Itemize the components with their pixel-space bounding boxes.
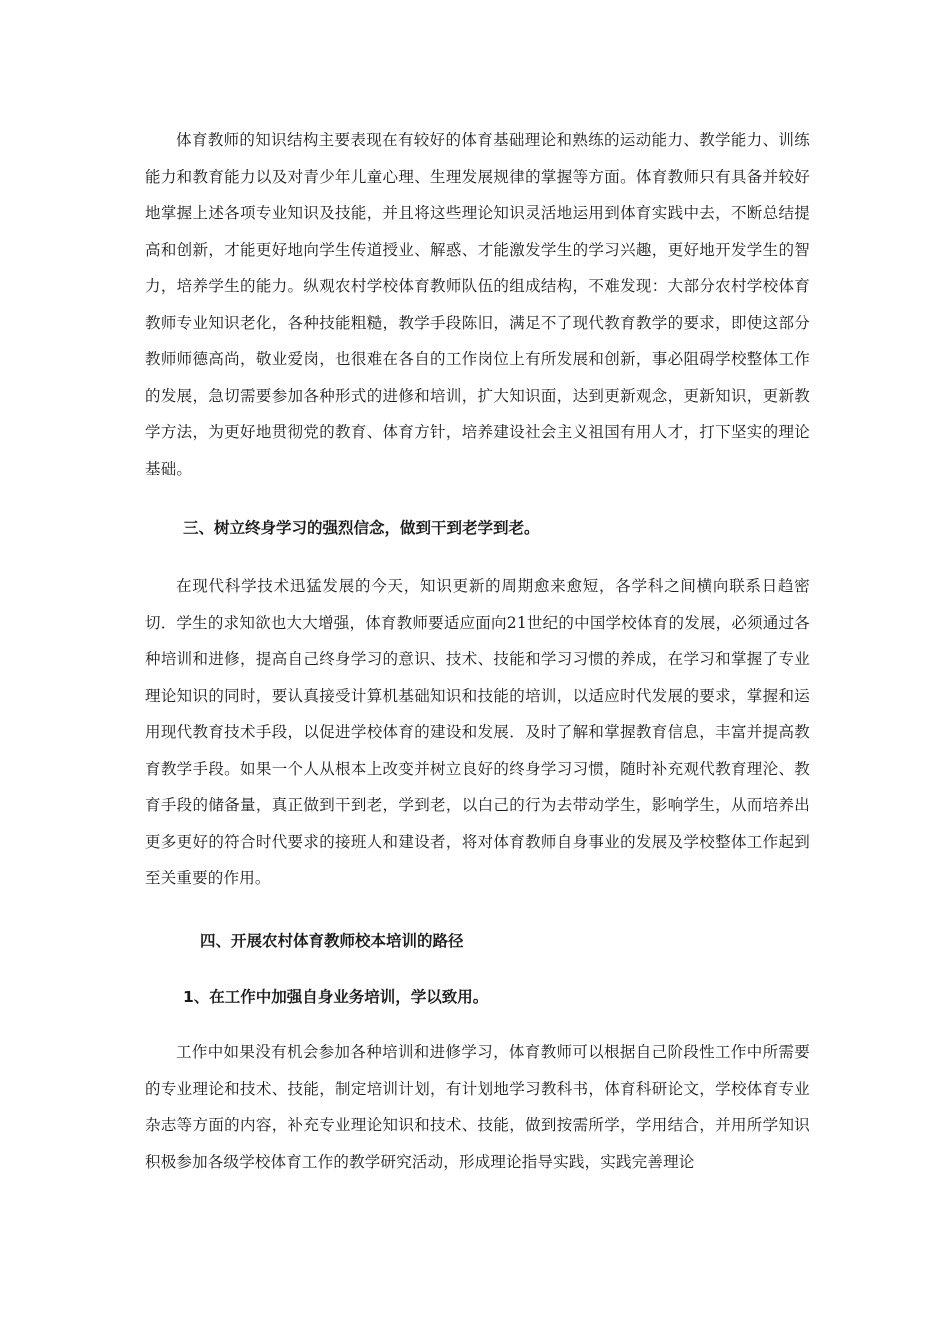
body-paragraph: 体育教师的知识结构主要表现在有较好的体育基础理论和熟练的运动能力、教学能力、训练能力和教育能力以及对青少年儿童心理、生理发展规律的掌握等方面。体育教师只有具备并较好地掌握上述各项专业知识及技能，并且将这些理论知识灵活地运用到体育实践中去，不断总结提高和创新，才能更好地向学生传道授业、解惑、才能激发学生的学习兴趣，更好地开发学生的智力，培养学生的能力。纵观农村学校体育教师队伍的组成结构，不难发现：大部分农村学校体育教师专业知识老化，各种技能粗糙，教学手段陈旧，满足不了现代教育教学的要求，即使这部分教师师德高尚，敬业爱岗，也很难在各自的工作岗位上有所发展和创新，事必阻碍学校整体工作的发展，急切需要参加各种形式的进修和培训，扩大知识面，达到更新观念，更新知识，更新教学方法，为更好地贯彻党的教育、体育方针，培养建设社会主义祖国有用人才，打下坚实的理论基础。 bbox=[145, 131, 810, 478]
body-paragraph: 工作中如果没有机会参加各种培训和进修学习，体育教师可以根据自己阶段性工作中所需要的专业理论和技术、技能，制定培训计划，有计划地学习教科书，体育科研论文，学校体育专业杂志等方面的内容，补充专业理论知识和技术、技能，做到按需所学，学用结合，并用所学知识积极参加各级学校体育工作的教学研究活动，形成理论指导实践，实践完善理论 bbox=[145, 1043, 810, 1171]
subsection-heading: 1、在工作中加强自身业务培训，学以致用。 bbox=[183, 988, 489, 1006]
section-heading: 三、树立终身学习的强烈信念，做到干到老学到老。 bbox=[183, 519, 540, 537]
section-heading: 四、开展农村体育教师校本培训的路径 bbox=[200, 932, 464, 950]
body-paragraph: 在现代科学技术迅猛发展的今天，知识更新的周期愈来愈短，各学科之间横向联系日趋密切．学生的求知欲也大大增强，体育教师要适应面向21世纪的中国学校体育的发展，必须通过各种培训和进修，提高自己终身学习的意识、技术、技能和学习习惯的养成，在学习和掌握了专业理论知识的同时，要认真接受计算机基础知识和技能的培训，以适应时代发展的要求，掌握和运用现代教育技术手段，以促进学校体育的建设和发展．及时了解和掌握教育信息，丰富并提高教育教学手段。如果一个人从根本上改变并树立良好的终身学习习惯，随时补充观代教育理沦、教育手段的储备量，真正做到干到老，学到老，以白己的行为去带动学生，影响学生，从而培养出更多更好的符合时代要求的接班人和建设者，将对体育教师自身事业的发展及学校整体工作起到至关重要的作用。 bbox=[145, 577, 810, 887]
